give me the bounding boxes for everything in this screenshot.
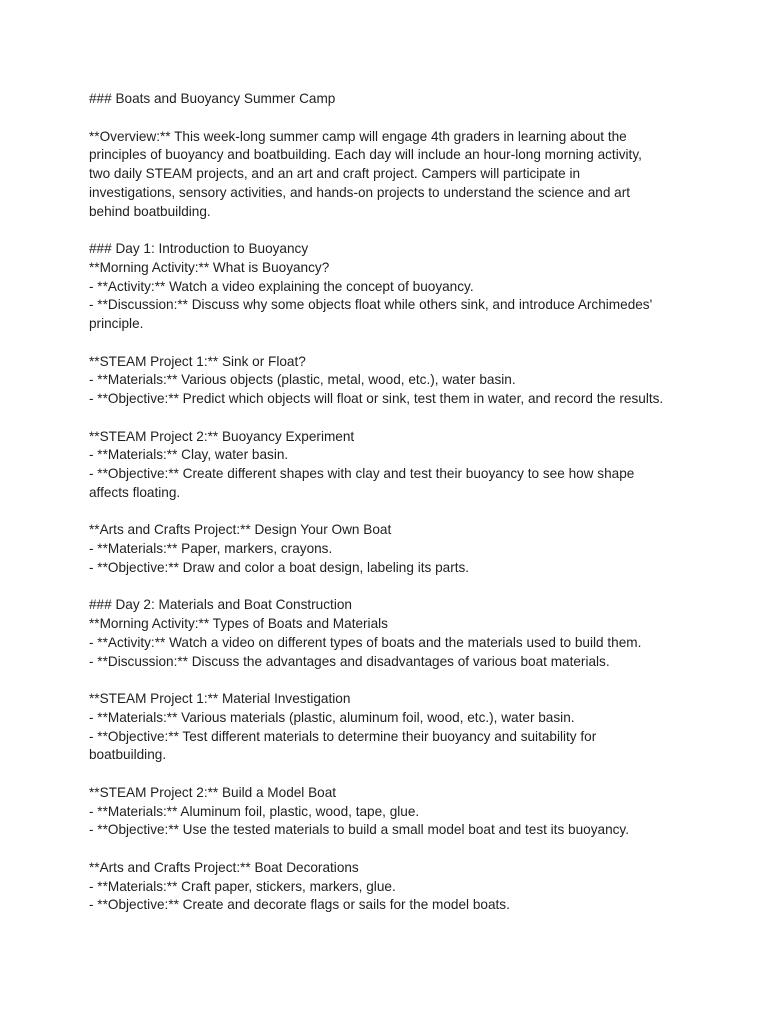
blank-line <box>89 334 689 353</box>
text-line: - **Materials:** Various materials (plastic, aluminum foil, wood, etc.), water basin. <box>89 709 575 725</box>
text-line: - **Activity:** Watch a video on different types of boats and the materials used to build them. <box>89 634 642 650</box>
text-line: **Overview:** This week-long summer camp will engage 4th graders in learning about the <box>89 128 627 144</box>
blank-line <box>89 765 689 784</box>
text-line: two daily STEAM projects, and an art and craft project. Campers will participate in <box>89 166 581 181</box>
text-line: - **Activity:** Watch a video explaining the concept of buoyancy. <box>89 278 474 294</box>
text-line: - **Objective:** Draw and color a boat design, labeling its parts. <box>89 559 470 575</box>
blank-line <box>89 109 689 128</box>
text-line: - **Materials:** Aluminum foil, plastic, wood, tape, glue. <box>89 803 420 819</box>
section-heading: ### Boats and Buoyancy Summer Camp <box>89 91 336 106</box>
text-line: **Morning Activity:** Types of Boats and Materials <box>89 616 388 631</box>
text-line: **Morning Activity:** What is Buoyancy? <box>89 259 330 275</box>
text-line: - **Objective:** Test different materials to determine their buoyancy and suitability for <box>89 728 597 744</box>
blank-line <box>89 221 689 240</box>
text-line: - **Discussion:** Discuss why some objects float while others sink, and introduce Archimedes' <box>89 297 653 313</box>
blank-line <box>89 840 689 859</box>
text-line: - **Materials:** Paper, markers, crayons. <box>89 541 333 556</box>
text-line: **STEAM Project 2:** Buoyancy Experiment <box>89 428 355 444</box>
text-line: **Arts and Crafts Project:** Design Your Own Boat <box>89 522 392 538</box>
section-heading: ### Day 1: Introduction to Buoyancy <box>89 241 309 256</box>
blank-line <box>89 503 689 522</box>
section-heading: ### Day 2: Materials and Boat Construction <box>89 597 352 613</box>
text-line: - **Objective:** Create and decorate flags or sails for the model boats. <box>89 897 510 913</box>
text-line: **STEAM Project 1:** Sink or Float? <box>89 353 306 369</box>
blank-line <box>89 409 689 428</box>
text-line: - **Materials:** Various objects (plastic, metal, wood, etc.), water basin. <box>89 372 516 388</box>
text-line: - **Materials:** Clay, water basin. <box>89 447 289 463</box>
blank-line <box>89 578 689 597</box>
text-line: - **Objective:** Create different shapes with clay and test their buoyancy to see how shape <box>89 466 635 481</box>
blank-line <box>89 671 689 690</box>
text-line: investigations, sensory activities, and hands-on projects to understand the science and art <box>89 184 631 200</box>
text-line: behind boatbuilding. <box>89 203 211 219</box>
text-line: **Arts and Crafts Project:** Boat Decorations <box>89 859 359 875</box>
text-line: affects floating. <box>89 484 181 500</box>
text-line: - **Materials:** Craft paper, stickers, markers, glue. <box>89 878 396 894</box>
text-line: **STEAM Project 1:** Material Investigation <box>89 691 351 706</box>
text-line: - **Discussion:** Discuss the advantages and disadvantages of various boat materials. <box>89 653 610 669</box>
text-line: - **Objective:** Predict which objects will float or sink, test them in water, and record the results. <box>89 391 664 406</box>
document-page <box>89 90 689 915</box>
text-line: principle. <box>89 316 144 331</box>
text-line: **STEAM Project 2:** Build a Model Boat <box>89 784 337 800</box>
text-line: - **Objective:** Use the tested materials to build a small model boat and test its buoyancy. <box>89 822 629 838</box>
text-line: principles of buoyancy and boatbuilding. Each day will include an hour-long morning activity, <box>89 147 642 163</box>
text-line: boatbuilding. <box>89 747 167 763</box>
